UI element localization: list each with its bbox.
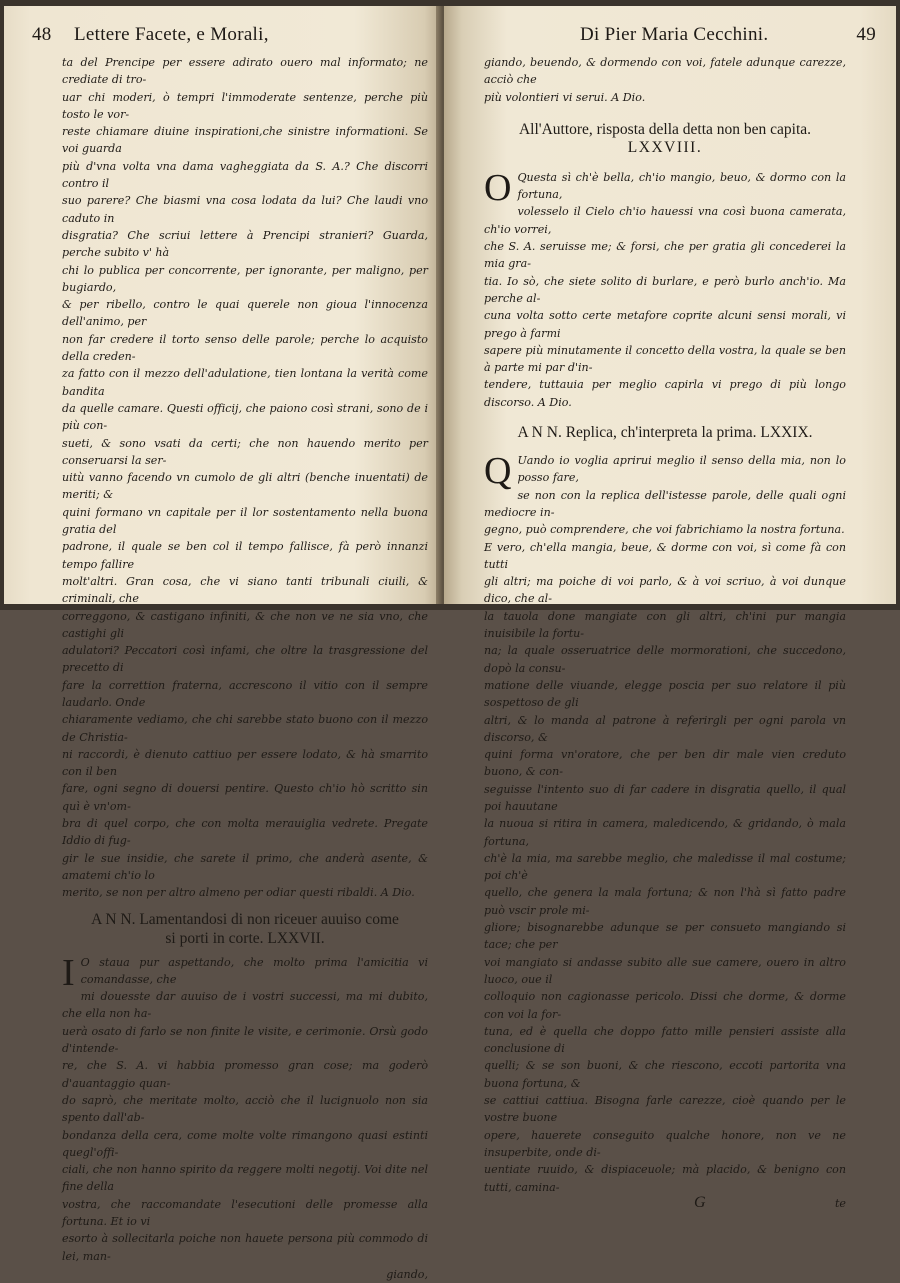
text-line: la tauola done mangiate con gli altri, ch'ini pur mangia inuisibile la fortu- <box>484 609 846 641</box>
catchword: giando, <box>386 1267 428 1281</box>
text-line: sueti, & sono vsati da certi; che non hauendo merito per conseruarsi la ser- <box>62 436 428 467</box>
dropcap: I <box>62 951 75 994</box>
text-line: opere, hauerete conseguito qualche honore, non ve ne insuperbite, onde di- <box>484 1128 846 1159</box>
dropcap: O <box>484 166 512 209</box>
text-line: correggono, & castigano infiniti, & che non ve ne sia vno, che castighi gli <box>62 609 428 640</box>
text-line: Questa sì ch'è bella, ch'io mangio, beuo, & dormo con la fortuna, <box>517 170 846 202</box>
text-line: do saprò, che meritate molto, acciò che il lucignuolo non sia spento dall'ab- <box>62 1093 428 1125</box>
page-number-left: 48 <box>32 24 52 45</box>
text-line: na; la quale osseruatrice delle mormorationi, che succedono, dopò la consu- <box>484 644 846 675</box>
text-line: tia. Io sò, che siete solito di burlare, e però burlo anch'io. Ma perche al- <box>484 274 846 305</box>
text-line: vostra, che raccomandate l'esecutioni delle promesse alla fortuna. Et io vi <box>62 1197 428 1228</box>
text-line: chiaramente vediamo, che chi sarebbe stato buono con il mezzo de Christia- <box>62 713 428 744</box>
left-text-block <box>62 54 428 1283</box>
right-text-block <box>484 54 846 1212</box>
letter-number-lxxviii: LXXVIII. <box>627 138 703 156</box>
text-line: se non con la replica dell'istesse parole, delle quali ogni mediocre in- <box>484 488 846 519</box>
letter-heading-lxxix: A N N. Replica, ch'interpreta la prima. LXXIX. <box>517 424 813 442</box>
letter-lxxviii-body <box>484 166 846 411</box>
dropcap: Q <box>484 450 512 493</box>
text-line: ciali, che non hanno spirito da reggere molti negotij. Voi dite nel fine della <box>62 1163 428 1194</box>
text-line: molt'altri. Gran cosa, che vi siano tanti tribunali ciuili, & criminali, che <box>62 574 428 606</box>
text-line: quini forma vn'oratore, che per ben dir male vien creduto buono, & con- <box>484 748 846 779</box>
catchword: te <box>834 1196 846 1210</box>
text-line: fare, ogni segno di douersi pentire. Questo ch'io hò scritto sin quì è vn'om- <box>62 782 428 813</box>
text-line: reste chiamare diuine inspirationi,che sinistre informationi. Se voi guarda <box>62 125 428 156</box>
text-line: E vero, ch'ella mangia, beue, & dorme con voi, sì come fà con tutti <box>484 540 846 571</box>
text-line: volesselo il Cielo ch'io hauessi vna così buona camerata, ch'io vorrei, <box>484 205 846 236</box>
text-line: padrone, il quale se ben col il tempo fallisce, fà però innanzi tempo fallire <box>62 540 428 571</box>
text-line: altri, & lo manda al patrone à referirgli per ogni parola vn discorso, & <box>484 713 846 744</box>
text-line: tendere, tuttauia per meglio capirla vi prego di più longo discorso. A Dio. <box>484 378 846 409</box>
text-line: la nuoua si ritira in camera, maledicendo, & gridando, ò mala fortuna, <box>484 817 846 848</box>
text-line: za fatto con il mezzo dell'adulatione, tien lontana la verità come bandita <box>62 367 428 398</box>
letter-continuation <box>62 54 428 902</box>
right-page <box>444 6 896 1211</box>
running-head-left <box>32 24 428 48</box>
text-line: bondanza della cera, come molte volte rimangono quasi estinti quegl'offi- <box>62 1128 428 1159</box>
text-line: uar chi moderi, ò tempri l'immoderate sentenze, perche più tosto le vor- <box>62 90 428 121</box>
text-line: ta del Prencipe per essere adirato ouero mal informato; ne crediate di tro- <box>62 56 428 87</box>
text-line: matione delle viuande, elegge poscia per suo relatore il più sospettoso de gli <box>484 678 846 710</box>
text-line: mi douesste dar auuiso de i vostri successi, ma mi dubito, che ella non ha- <box>62 990 428 1021</box>
text-line: se cattiui cattiua. Bisogna farle carezze, cioè quando per le vostre buone <box>484 1094 846 1125</box>
heading-line-2: si porti in corte. LXXVII. <box>165 929 325 947</box>
text-line: chi lo publica per concorrente, per ignorante, per maligno, per bugiardo, <box>62 263 428 294</box>
text-line: gir le sue insidie, che sarete il primo, che anderà asente, & amatemi ch'io lo <box>62 851 428 882</box>
letter-lxxix-body <box>484 452 846 1196</box>
text-line: seguisse l'intento suo di far cadere in disgratia quello, il qual poi hauutane <box>484 782 846 813</box>
running-title-left: Lettere Facete, e Morali, <box>74 24 269 45</box>
text-line: sapere più minutamente il concetto della vostra, la quale se ben à parte mi par d'in- <box>484 343 846 375</box>
text-line: ni raccordi, è dienuto cattiuo per essere lodato, & hà smarrito con il ben <box>62 747 428 779</box>
text-line: giando, beuendo, & dormendo con voi, fatele adunque carezze, acciò che <box>484 56 846 87</box>
text-line: re, che S. A. vi habbia promesso gran cose; ma goderò d'auantaggio quan- <box>62 1059 428 1090</box>
text-line: voi mangiato si andasse subito alle sue camere, ouero in altro luoco, oue il <box>484 955 846 986</box>
text-line: più volontieri vi serui. A Dio. <box>484 90 646 104</box>
text-line: gliore; bisognarebbe adunque se per consueto mangiando si tace; che per <box>484 921 846 952</box>
text-line: adulatori? Peccatori così infami, che oltre la trasgressione del precetto di <box>62 644 428 675</box>
letter-heading-lxxviii: All'Auttore, risposta della detta non ben capita. <box>518 120 812 138</box>
left-page <box>4 6 442 1281</box>
text-line: suo parere? Che biasmi vna cosa lodata da lui? Che laudi vno caduto in <box>62 194 428 225</box>
text-line: Uando io voglia aprirui meglio il senso della mia, non lo posso fare, <box>517 454 846 485</box>
text-line: O staua pur aspettando, che molto prima l'amicitia vi comandasse, che <box>80 955 428 986</box>
text-line: quello, che genera la mala fortuna; & non l'hà sì fatto padre può vscir prole mi- <box>484 886 846 917</box>
text-line: quelli; & se son buoni, & che riescono, eccoti partorita vna buona fortuna, & <box>484 1059 846 1090</box>
text-line: merito, se non per altro almeno per odiar questi ribaldi. A Dio. <box>62 886 415 900</box>
letter-lxxvii-body <box>62 951 428 1265</box>
text-line: cuna volta sotto certe metafore coprite alcuni sensi morali, vi prego à farmi <box>484 309 846 340</box>
page-number-right: 49 <box>856 24 876 45</box>
running-head-right <box>484 24 876 48</box>
text-line: fare la correttion fraterna, accrescono il vitio con il sempre laudarlo. Onde <box>62 678 428 709</box>
text-line: non far credere il torto senso delle parole; perche lo acquisto della creden- <box>62 332 428 364</box>
text-line: ch'è la mia, ma sarebbe meglio, che maledisse il mal costume; poi ch'è <box>484 851 846 883</box>
text-line: & per ribello, contro le quai querele non gioua l'innocenza dell'animo, per <box>62 298 428 329</box>
text-line: gli altri; ma poiche di voi parlo, & à voi scriuo, à voi dunque dico, che al- <box>484 575 846 606</box>
signature-mark: G <box>694 1193 706 1211</box>
text-line: quini formano vn capitale per il lor sostentamento nella buona gratia del <box>62 505 428 537</box>
text-line: gegno, può comprendere, che voi fabrichiamo la nostra fortuna. <box>484 523 845 537</box>
text-line: uentiate ruuido, & dispiaceuole; mà placido, & benigno con tutti, camina- <box>484 1163 846 1194</box>
text-line: bra di quel corpo, che con molta merauiglia vedrete. Pregate Iddio di fug- <box>62 817 428 848</box>
text-line: che S. A. seruisse me; & forsi, che per gratia gli concederei la mia gra- <box>484 240 846 271</box>
letter-heading-lxxvii <box>62 910 428 948</box>
text-line: da quelle camare. Questi officij, che paiono così strani, sono de i più con- <box>62 401 428 433</box>
page-footer <box>484 1193 846 1212</box>
letter-continuation <box>484 54 846 106</box>
text-line: uerà osato di farlo se non finite le visite, e cerimonie. Orsù godo d'intende- <box>62 1024 428 1056</box>
text-line: tuna, ed è quella che doppo fatto mille pensieri assiste alla conclusione di <box>484 1024 846 1056</box>
text-line: più d'vna volta vna dama vagheggiata da S. A.? Che discorri contro il <box>62 159 428 191</box>
running-title-right: Di Pier Maria Cecchini. <box>580 24 769 45</box>
text-line: disgratia? Che scriui lettere à Prencipi stranieri? Guarda, perche subito v' hà <box>62 228 428 260</box>
text-line: esorto à sollecitarla poiche non hauete persona più commodo di lei, man- <box>62 1232 428 1263</box>
heading-line-1: A N N. Lamentandosi di non riceuer auuiso come <box>91 910 399 928</box>
text-line: colloquio non cagionasse pericolo. Dissi che dorme, & dorme con voi la for- <box>484 990 846 1021</box>
text-line: uitù vanno facendo vn cumolo de gli altri (benche inuentati) de meriti; & <box>62 471 428 502</box>
